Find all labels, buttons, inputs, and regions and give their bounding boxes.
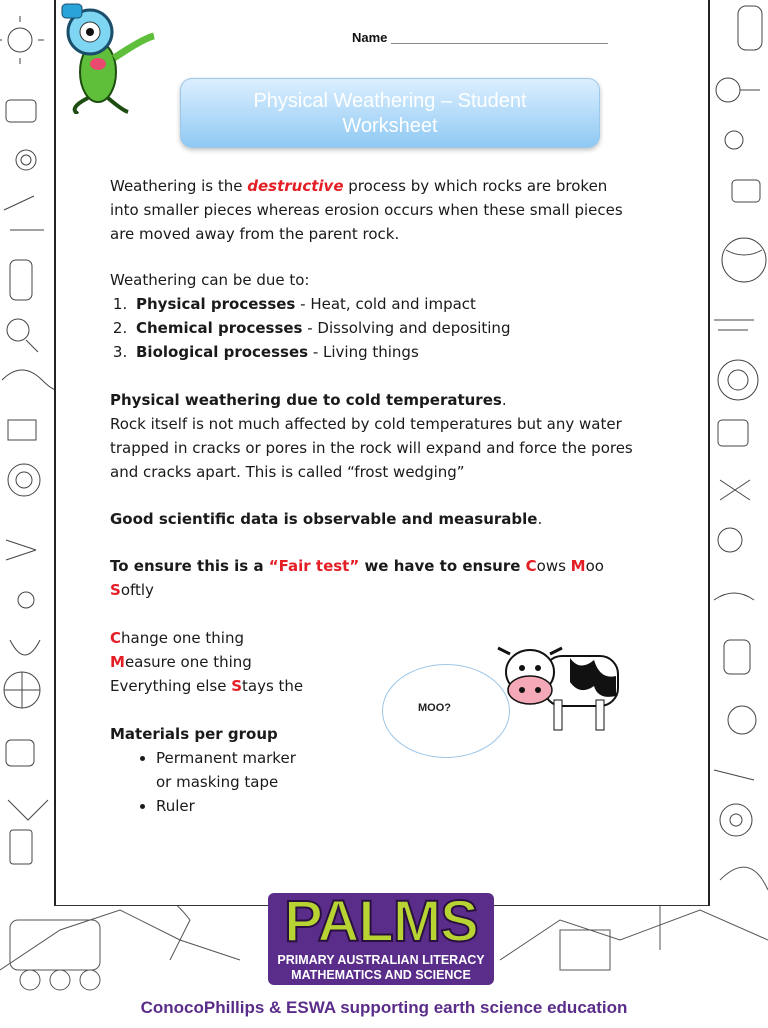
fair-test-statement: To ensure this is a “Fair test” we have to ensure Cows Moo Softly [110, 557, 604, 599]
palms-logo-line-2: MATHEMATICS AND SCIENCE [291, 968, 471, 982]
causes-lead: Weathering can be due to: [110, 271, 310, 289]
list-item: 1. Physical processes - Heat, cold and impact [132, 292, 630, 316]
palms-logo-line-1: PRIMARY AUSTRALIAN LITERACY [277, 953, 485, 967]
bubble-text: MOO? [418, 702, 451, 714]
rule-measure: Measure one thing [110, 653, 252, 671]
rule-stays: Everything else Stays the [110, 677, 304, 695]
scientific-data-note: Good scientific data is observable and measurable. [110, 510, 543, 528]
cms-rules [110, 626, 370, 698]
list-item: 3. Biological processes - Living things [132, 340, 630, 364]
list-item: • Permanent marker or masking tape [156, 746, 370, 794]
materials-heading: Materials per group [110, 725, 278, 743]
worksheet-title [180, 78, 600, 148]
intro-paragraph: Weathering is the destructive process by which rocks are broken into smaller pieces whereas erosion occurs when these small pieces are moved away from the parent rock. [110, 177, 623, 243]
list-item: • Ruler [156, 794, 370, 818]
cow-illustration [492, 640, 624, 736]
palms-logo-word: PALMS [284, 889, 478, 954]
causes-list [110, 292, 630, 364]
cold-body: Rock itself is not much affected by cold temperatures but any water trapped in cracks or pores in the rock will expand and force the pores and cracks apart. This is called “frost wedging” [110, 415, 633, 481]
list-item: 2. Chemical processes - Dissolving and depositing [132, 316, 630, 340]
title-line-1: Physical Weathering – Student [253, 90, 527, 112]
destructive-highlight: destructive [247, 177, 344, 195]
cold-temperatures-section [110, 388, 650, 484]
cold-heading: Physical weathering due to cold temperatures. [110, 391, 507, 409]
frog-mascot-illustration [48, 2, 158, 114]
footer-text: ConocoPhillips & ESWA supporting earth science education [140, 998, 628, 1017]
weathering-causes [110, 268, 630, 364]
rule-change: Change one thing [110, 629, 245, 647]
name-field-label: Name ______________________________ [352, 30, 608, 45]
materials-section [110, 722, 370, 818]
title-line-2: Worksheet [342, 115, 438, 137]
materials-list [110, 746, 370, 818]
